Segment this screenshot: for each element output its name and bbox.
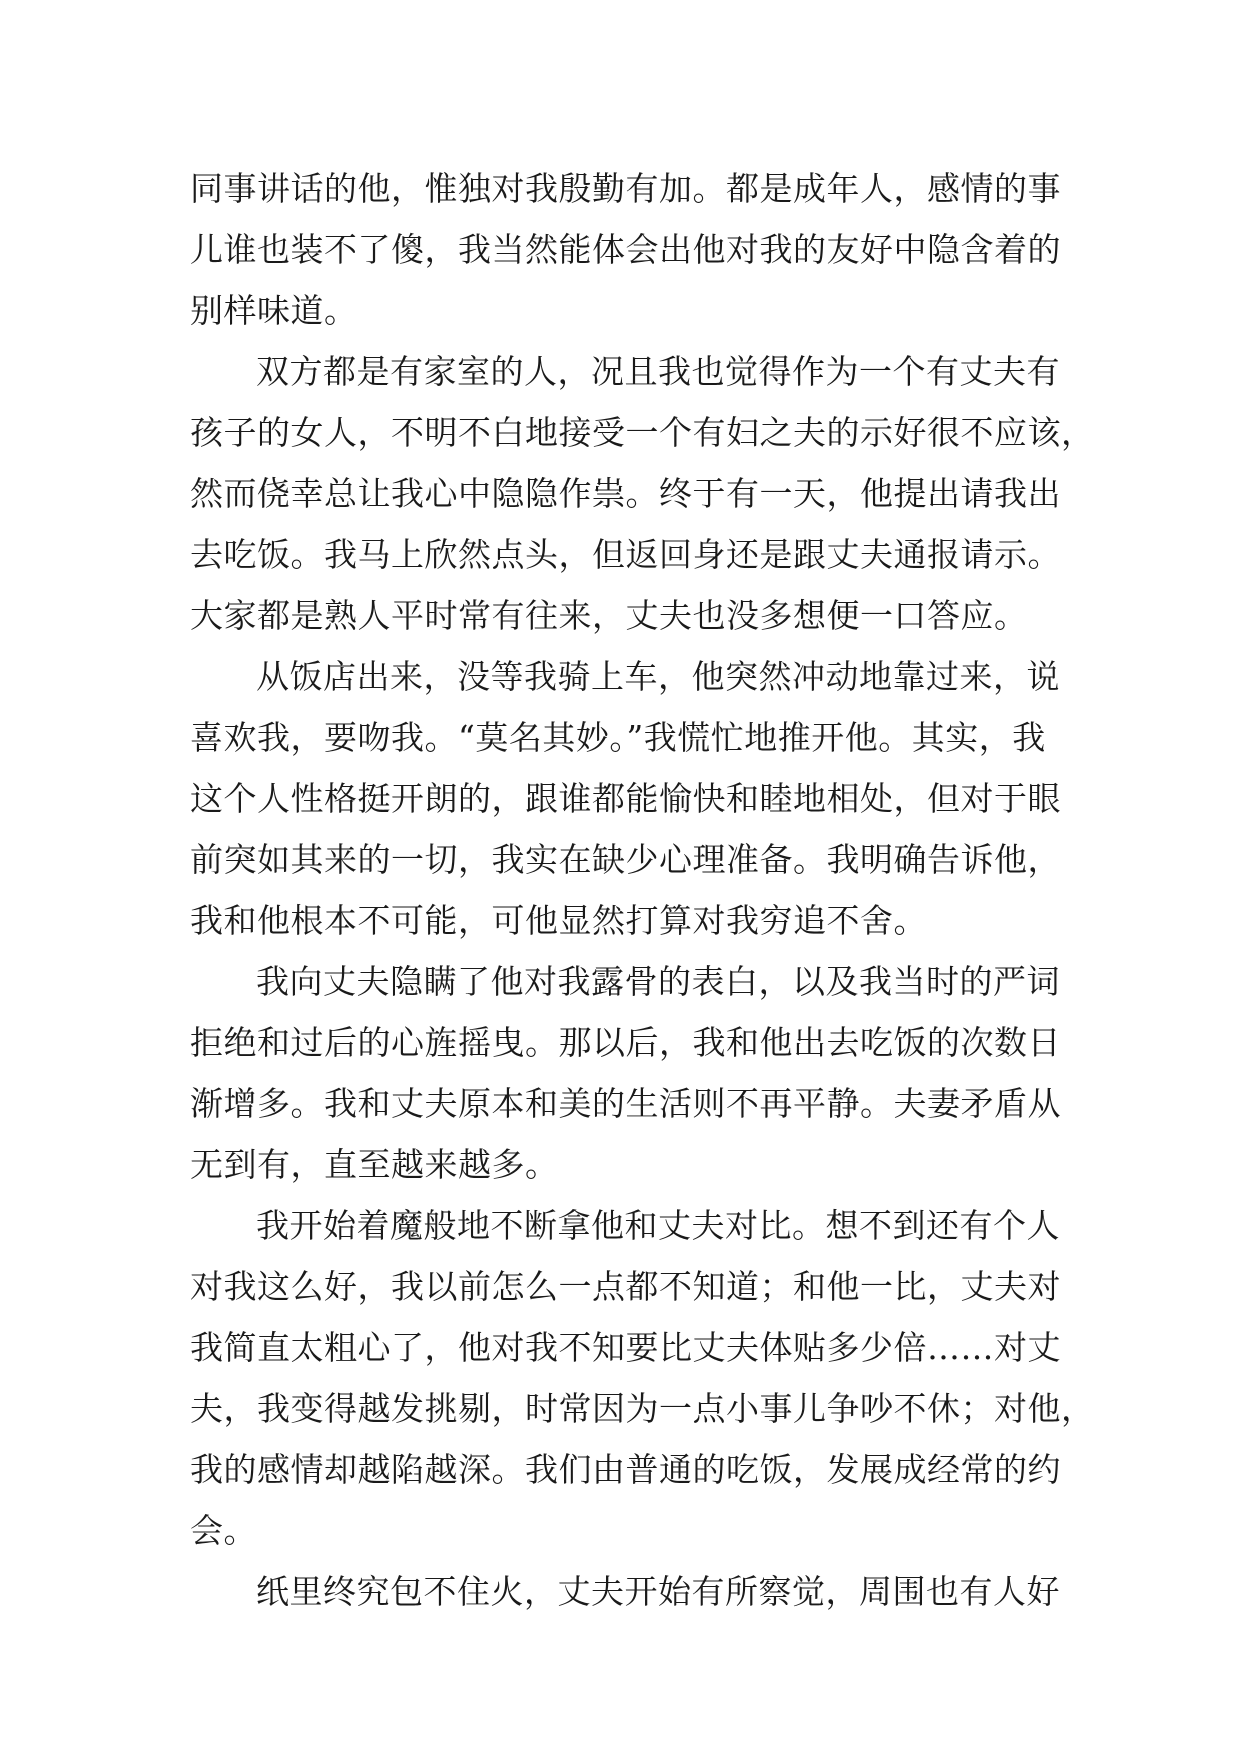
paragraph-start-line: 纸里终究包不住火，丈夫开始有所察觉，周围也有人好: [256, 1572, 1060, 1611]
text-line: 会。: [190, 1511, 257, 1550]
text-line: 孩子的女人，不明不白地接受一个有妇之夫的示好很不应该，: [190, 413, 1095, 452]
text-line: 我的感情却越陷越深。我们由普通的吃饭，发展成经常的约: [190, 1450, 1061, 1489]
text-line: 无到有，直至越来越多。: [190, 1145, 559, 1184]
body-text: [190, 158, 1095, 1622]
paragraph-start-line: 我开始着魔般地不断拿他和丈夫对比。想不到还有个人: [256, 1206, 1060, 1245]
text-line: 渐增多。我和丈夫原本和美的生活则不再平静。夫妻矛盾从: [190, 1084, 1061, 1123]
text-line: 大家都是熟人平时常有往来，丈夫也没多想便一口答应。: [190, 596, 1028, 635]
text-line: 对我这么好，我以前怎么一点都不知道；和他一比，丈夫对: [190, 1267, 1061, 1306]
text-line: 我简直太粗心了，他对我不知要比丈夫体贴多少倍……对丈: [190, 1328, 1061, 1367]
text-line: 前突如其来的一切，我实在缺少心理准备。我明确告诉他，: [190, 840, 1061, 879]
text-line: 然而侥幸总让我心中隐隐作祟。终于有一天，他提出请我出: [190, 474, 1061, 513]
text-line: 拒绝和过后的心旌摇曳。那以后，我和他出去吃饭的次数日: [190, 1023, 1061, 1062]
paragraph-start-line: 从饭店出来，没等我骑上车，他突然冲动地靠过来，说: [256, 657, 1060, 696]
text-line: 去吃饭。我马上欣然点头，但返回身还是跟丈夫通报请示。: [190, 535, 1061, 574]
paragraph-start-line: 我向丈夫隐瞒了他对我露骨的表白，以及我当时的严词: [256, 962, 1060, 1001]
text-line: 我和他根本不可能，可他显然打算对我穷追不舍。: [190, 901, 927, 940]
text-line: 同事讲话的他，惟独对我殷勤有加。都是成年人，感情的事: [190, 169, 1061, 208]
text-line: 夫，我变得越发挑剔，时常因为一点小事儿争吵不休；对他，: [190, 1389, 1095, 1428]
text-line: 喜欢我，要吻我。“莫名其妙。”我慌忙地推开他。其实，我: [190, 718, 1046, 757]
text-line: 这个人性格挺开朗的，跟谁都能愉快和睦地相处，但对于眼: [190, 779, 1061, 818]
text-line: 别样味道。: [190, 291, 358, 330]
text-line: 儿谁也装不了傻，我当然能体会出他对我的友好中隐含着的: [190, 230, 1061, 269]
paragraph-start-line: 双方都是有家室的人，况且我也觉得作为一个有丈夫有: [256, 352, 1060, 391]
